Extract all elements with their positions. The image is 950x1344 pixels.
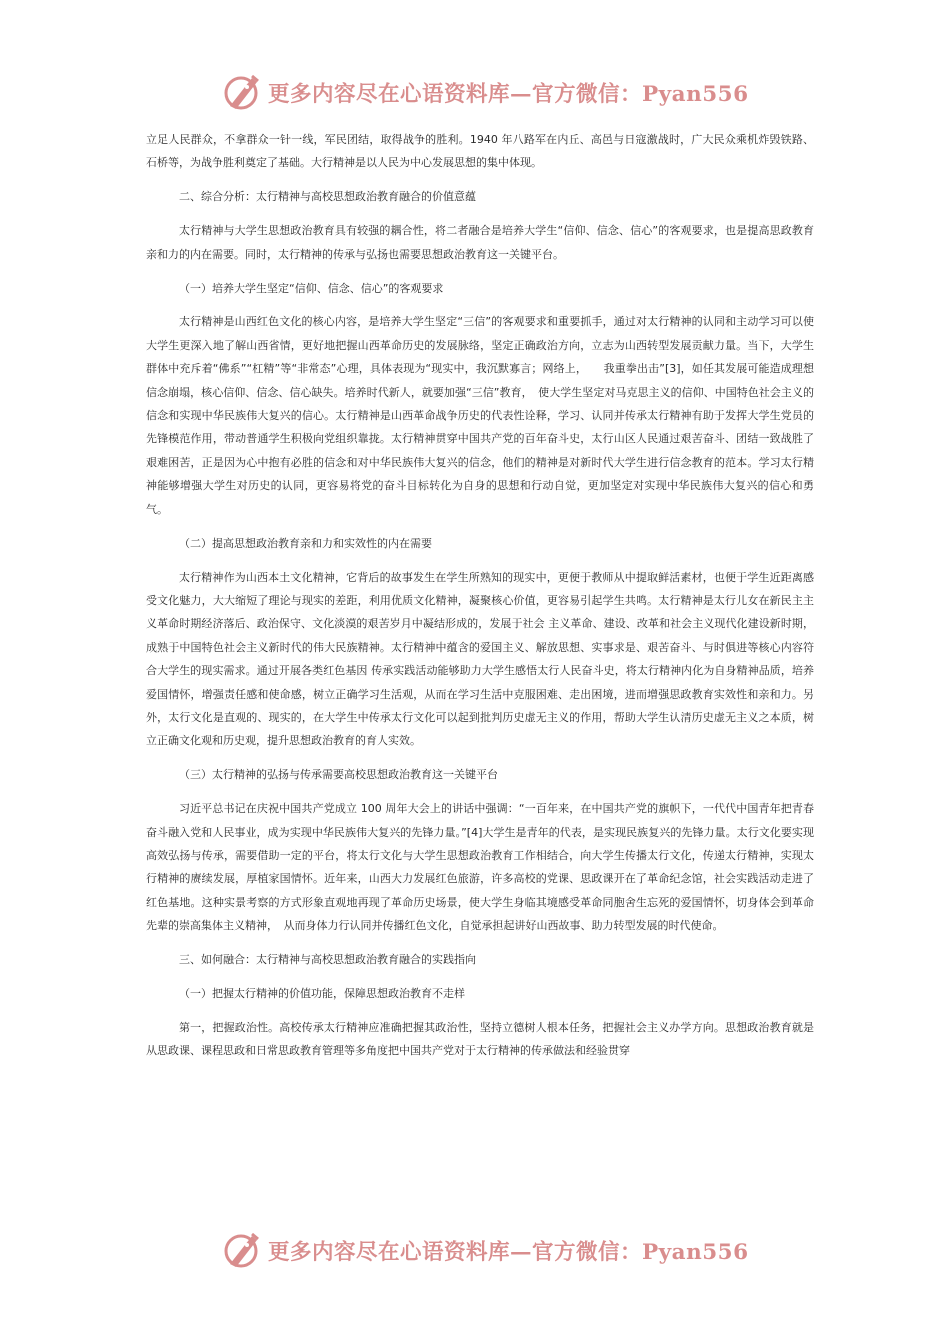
document-body — [146, 128, 814, 1073]
pen-nib-logo-icon — [222, 1230, 264, 1270]
watermark-text: 更多内容尽在心语资料库—官方微信：Pyan556 — [268, 81, 749, 107]
watermark-banner-bottom — [222, 1230, 749, 1270]
subsection-heading-2-1: （一）培养大学生坚定“信仰、信念、信心”的客观要求 — [179, 281, 444, 295]
subsection-heading-2-3: （三）太行精神的弘扬与传承需要高校思想政治教育这一关键平台 — [179, 768, 498, 782]
pen-nib-logo-icon — [222, 72, 264, 112]
paragraph: 习近平总书记在庆祝中国共产党成立 100 周年大会上的讲话中强调：“一百年来，在中国共产党的旗帜下，一代代中国青年把青春奋斗融入党和人民事业，成为实现中华民族伟大复兴的先锋力量。”[4]大学生是青年的代表，是实现民族复兴的先锋力量。太行文化要实现高效弘扬与传承，需要借助一定的平台，将太行文化与大学生思想政治教育工作相结合，向大学生传播太行文化，传递太行精神，实现太行精神的赓续发展，厚植家国情怀。近年来，山西大力发展红色旅游，许多高校的党课、思政课开在了革命纪念馆，社会实践活动走进了红色基地。这种实景考察的方式形象直观地再现了革命历史场景，使大学生身临其境感受革命同胞舍生忘死的爱国情怀，切身体会到革命先辈的崇高集体主义精神， 从而身体力行认同并传播红色文化，自觉承担起讲好山西故事、助力转型发展的时代使命。 — [146, 802, 814, 933]
watermark-text: 更多内容尽在心语资料库—官方微信：Pyan556 — [268, 1239, 749, 1265]
subsection-heading-3-1: （一）把握太行精神的价值功能，保障思想政治教育不走样 — [179, 987, 465, 1000]
paragraph: 第一，把握政治性。高校传承太行精神应准确把握其政治性，坚持立德树人根本任务，把握社会主义办学方向。思想政治教育就是从思政课、课程思政和日常思政教育管理等多角度把中国共产党对于太行精神的传承做法和经验贯穿 — [146, 1020, 814, 1058]
paragraph-continuation: 立足人民群众，不拿群众一针一线，军民团结，取得战争的胜利。1940 年八路军在内丘、高邑与日寇激战时，广大民众乘机炸毁铁路、石桥等，为战争胜利奠定了基础。大行精神是以人民为中心发展思想的集中体现。 — [146, 133, 814, 170]
subsection-heading-2-2: （二）提高思想政治教育亲和力和实效性的内在需要 — [179, 536, 432, 550]
paragraph: 太行精神作为山西本土文化精神，它背后的故事发生在学生所熟知的现实中，更便于教师从中提取鲜活素材，也便于学生近距离感受文化魅力，大大缩短了理论与现实的差距，利用优质文化精神，凝聚核心价值，更容易引起学生共鸣。太行精神是太行儿女在新民主主义革命时期经济落后、政治保守、文化淡漠的艰苦岁月中凝结形成的，发展于社会 主义革命、建设、改革和社会主义现代化建设新时期，成熟于中国特色社会主义新时代的伟大民族精神。太行精神中蕴含的爱国主义、解放思想、实事求是、艰苦奋斗、与时俱进等核心内容符合大学生的现实需求。通过开展各类红色基因 传承实践活动能够助力大学生感悟太行人民奋斗史，将太行精神内化为自身精神品质，培养爱国情怀，增强责任感和使命感，树立正确学习生活观，从而在学习生活中克服困难、走出困境，进而增强思政教育实效性和亲和力。另外，太行文化是直观的、现实的，在大学生中传承太行文化可以起到批判历史虚无主义的作用，帮助大学生认清历史虚无主义之本质，树立正确文化观和历史观，提升思想政治教育的育人实效。 — [146, 570, 814, 748]
paragraph: 太行精神是山西红色文化的核心内容，是培养大学生坚定“三信”的客观要求和重要抓手，通过对太行精神的认同和主动学习可以使大学生更深入地了解山西省情，更好地把握山西革命历史的发展脉络，坚定正确政治方向，立志为山西转型发展贡献力量。当下，大学生群体中充斥着“佛系”“杠精”等“非常态”心理，具体表现为“现实中，我沉默寡言；网络上， 我重拳出击”[3]，如任其发展可能造成理想信念崩塌，核心信仰、信念、信心缺失。培养时代新人，就要加强“三信”教育， 使大学生坚定对马克思主义的信仰、中国特色社会主义的信念和实现中华民族伟大复兴的信心。太行精神是山西革命战争历史的代表性诠释，学习、认同并传承太行精神有助于发挥大学生党员的先锋模范作用，带动普通学生积极向党组织靠拢。太行精神贯穿中国共产党的百年奋斗史，太行山区人民通过艰苦奋斗、团结一致战胜了艰难困苦，正是因为心中抱有必胜的信念和对中华民族伟大复兴的信念，他们的精神是对新时代大学生进行信念教育的范本。学习太行精神能够增强大学生对历史的认同，更容易将党的奋斗目标转化为自身的思想和行动自觉，更加坚定对实现中华民族伟大复兴的信心和勇气。 — [146, 315, 814, 516]
paragraph: 太行精神与大学生思想政治教育具有较强的耦合性，将二者融合是培养大学生“信仰、信念、信心”的客观要求，也是提高思政教育亲和力的内在需要。同时，太行精神的传承与弘扬也需要思想政治教育这一关键平台。 — [146, 224, 814, 261]
watermark-banner-top — [222, 72, 749, 112]
section-heading-2: 二、综合分析：太行精神与高校思想政治教育融合的价值意蕴 — [179, 190, 476, 204]
section-heading-3: 三、如何融合：太行精神与高校思想政治教育融合的实践指向 — [179, 953, 476, 967]
